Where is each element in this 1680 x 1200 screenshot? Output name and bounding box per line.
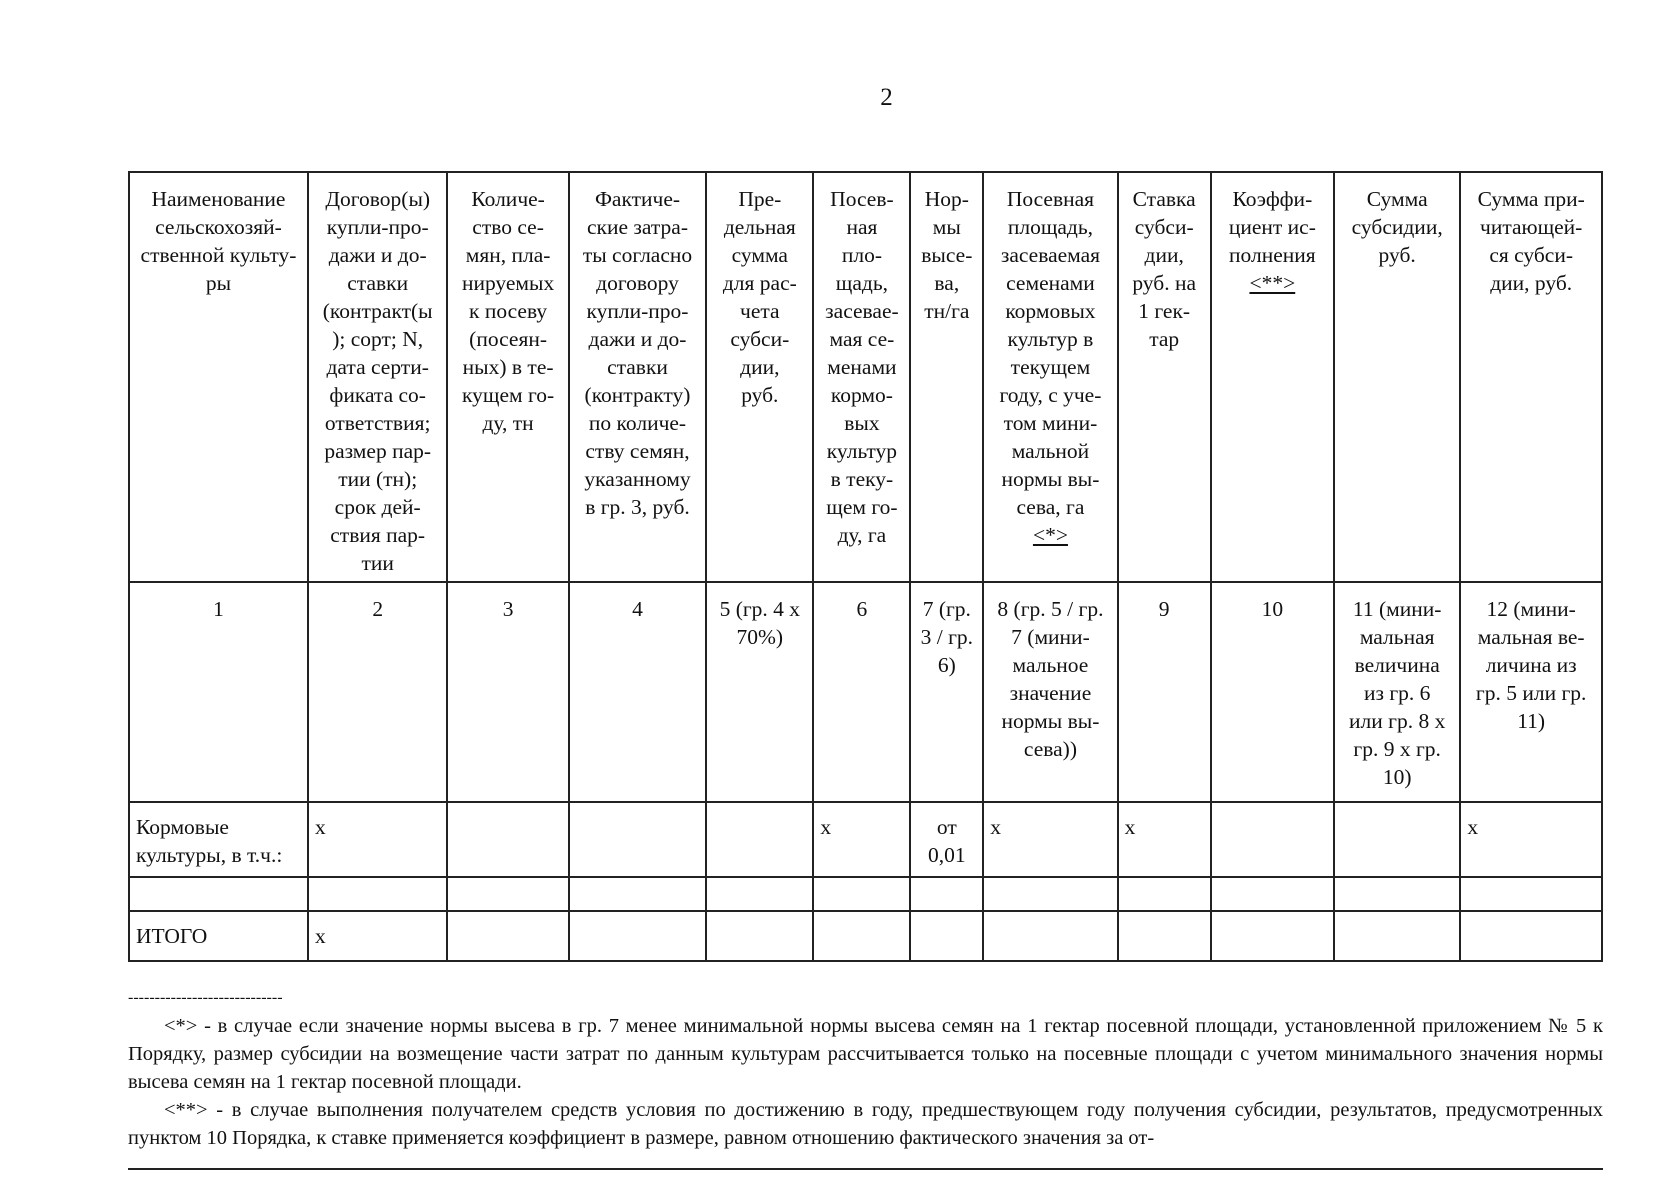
table-cell (569, 802, 706, 877)
table-cell: х (308, 802, 448, 877)
header-cell: Пре- дельная сумма для рас- чета субси- дии, руб. (706, 172, 813, 582)
header-cell: Фактиче- ские затра- ты согласно договору купли-про- дажи и до- ставки (контракту) по количе- ству семян, указанному в гр. 3, руб. (569, 172, 706, 582)
table-cell (1118, 877, 1211, 911)
column-number-cell: 2 (308, 582, 448, 802)
table-cell (569, 911, 706, 961)
table-cell: ИТОГО (129, 911, 308, 961)
table-row-forage-crops (129, 802, 1602, 877)
header-cell: Посевная площадь, засеваемая семенами кормовых культур в текущем году, с уче- том мини- мальной нормы вы- сева, га <*> (983, 172, 1117, 582)
column-number-cell: 12 (мини- мальная ве- личина из гр. 5 или гр. 11) (1460, 582, 1602, 802)
table-cell: Кормовые культуры, в т.ч.: (129, 802, 308, 877)
table-cell (983, 911, 1117, 961)
header-cell: Количе- ство се- мян, пла- нируемых к посеву (посеян- ных) в те- кущем го- ду, тн (447, 172, 568, 582)
table-cell (1460, 877, 1602, 911)
table-cell (1118, 911, 1211, 961)
table-cell (706, 911, 813, 961)
table-cell (447, 877, 568, 911)
table-cell (447, 911, 568, 961)
table-cell: х (308, 911, 448, 961)
footnote-2: <**> - в случае выполнения получателем средств условия по достижению в году, предшествующем году получения субсидии, результатов, предусмотренных пунктом 10 Порядка, к ставке применяется коэффициент в размере, равном отношению фактического значения за от- (128, 1099, 1603, 1149)
table-cell (1334, 802, 1460, 877)
table-cell: от 0,01 (910, 802, 983, 877)
column-number-cell: 5 (гр. 4 х 70%) (706, 582, 813, 802)
bottom-rule (128, 1168, 1603, 1170)
table-cell: х (813, 802, 910, 877)
column-number-cell: 9 (1118, 582, 1211, 802)
table-cell (447, 802, 568, 877)
page-number: 2 (880, 84, 893, 111)
table-cell (813, 911, 910, 961)
table-cell (569, 877, 706, 911)
table-cell: х (1118, 802, 1211, 877)
table-cell (910, 911, 983, 961)
table-cell (1460, 911, 1602, 961)
table-cell: х (983, 802, 1117, 877)
table-cell (910, 877, 983, 911)
header-row (129, 172, 1602, 582)
header-cell: Договор(ы) купли-про- дажи и до- ставки (контракт(ы ); сорт; N, дата серти- фиката со- ответствия; размер пар- тии (тн); срок дей- ствия пар- тии (308, 172, 448, 582)
header-cell: Ставка субси- дии, руб. на 1 гек- тар (1118, 172, 1211, 582)
footnote-ref-1: <*> (1032, 523, 1068, 547)
column-number-cell: 7 (гр. 3 / гр. 6) (910, 582, 983, 802)
table-row-empty (129, 877, 1602, 911)
column-number-cell: 1 (129, 582, 308, 802)
table-cell (1334, 877, 1460, 911)
footnote-divider: ----------------------------- (128, 989, 283, 1006)
column-number-cell: 11 (мини- мальная величина из гр. 6 или гр. 8 х гр. 9 х гр. 10) (1334, 582, 1460, 802)
table-cell (706, 802, 813, 877)
table-cell (813, 877, 910, 911)
column-number-cell: 6 (813, 582, 910, 802)
header-cell: Сумма при- читающей- ся субси- дии, руб. (1460, 172, 1602, 582)
header-cell: Наименование сельскохозяй- ственной культу- ры (129, 172, 308, 582)
column-number-cell: 4 (569, 582, 706, 802)
table-cell (983, 877, 1117, 911)
column-number-cell: 10 (1211, 582, 1334, 802)
table-cell: х (1460, 802, 1602, 877)
footnote-ref-2: <**> (1249, 271, 1296, 295)
header-cell: Нор- мы высе- ва, тн/га (910, 172, 983, 582)
table-cell (1211, 802, 1334, 877)
footnote-1: <*> - в случае если значение нормы высева в гр. 7 менее минимальной нормы высева семян на 1 гектар посевной площади, установленной приложением № 5 к Порядку, размер субсидии на возмещение части затрат по данным культурам рассчитывается только на посевные площади с учетом минимального значения нормы высева семян на 1 гектар посевной площади. (128, 1015, 1603, 1093)
column-number-cell: 3 (447, 582, 568, 802)
footnotes (128, 1012, 1603, 1152)
subsidy-calculation-table (128, 171, 1603, 962)
table-cell (706, 877, 813, 911)
column-number-cell: 8 (гр. 5 / гр. 7 (мини- мальное значение нормы вы- сева)) (983, 582, 1117, 802)
table-cell (1334, 911, 1460, 961)
header-cell: Коэффи- циент ис- полнения <**> (1211, 172, 1334, 582)
table-cell (1211, 877, 1334, 911)
table-cell (129, 877, 308, 911)
column-number-row (129, 582, 1602, 802)
table-cell (1211, 911, 1334, 961)
header-cell: Посев- ная пло- щадь, засевае- мая се- менами кормо- вых культур в теку- щем го- ду, га (813, 172, 910, 582)
table-cell (308, 877, 448, 911)
header-cell: Сумма субсидии, руб. (1334, 172, 1460, 582)
table-row-total (129, 911, 1602, 961)
